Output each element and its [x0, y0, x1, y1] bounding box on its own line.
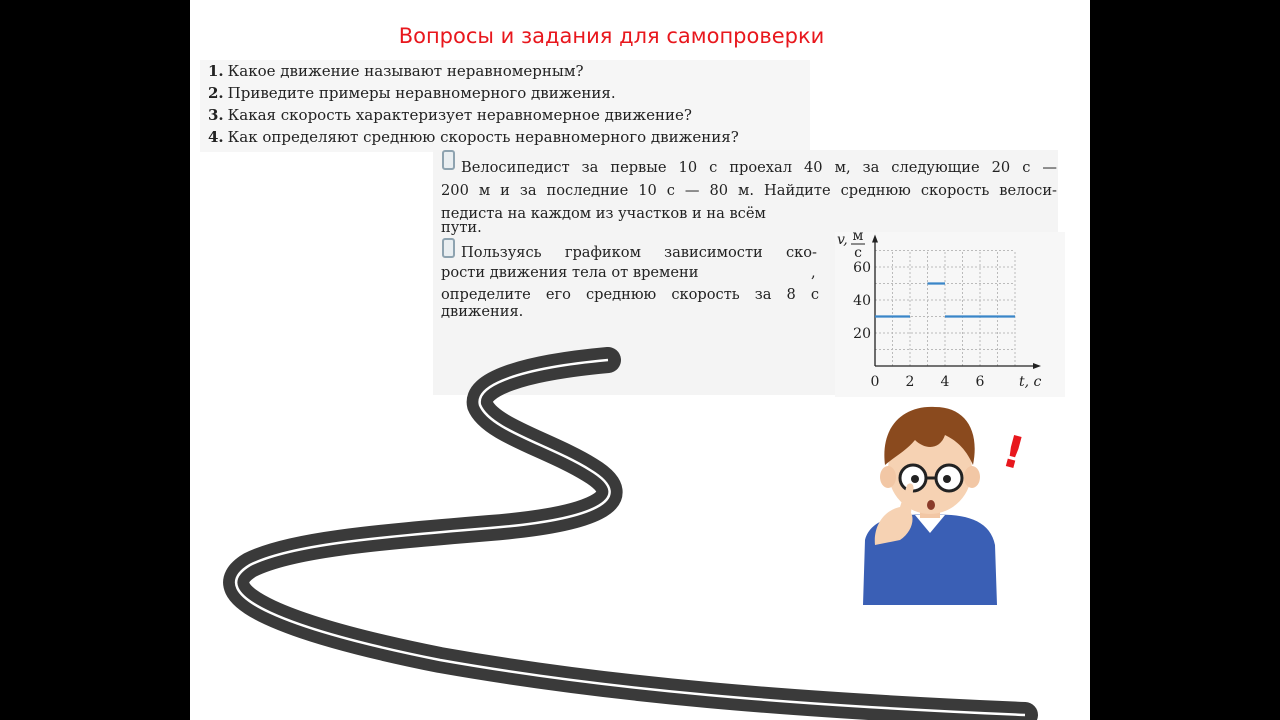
slide	[190, 0, 1090, 720]
exclamation-mark: !	[996, 425, 1030, 481]
thinking-boy-illustration	[845, 395, 1030, 605]
task1-line: Велосипедист за первые 10 с проехал 40 м, за следующие 20 с —	[461, 159, 1057, 176]
task2-line: Пользуясь графиком зависимости ско-	[461, 244, 817, 261]
x-axis-label: t, c	[1019, 374, 1042, 390]
question-text: Приведите примеры неравномерного движения.	[227, 84, 616, 102]
ear	[964, 466, 980, 488]
task2-line: рости движения тела от времени	[441, 264, 699, 281]
page-title: Вопросы и задания для самопроверки	[398, 24, 825, 48]
task1-line: пути.	[441, 219, 482, 236]
y-tick-label: 60	[853, 260, 871, 276]
task1-line: 200 м и за последние 10 с — 80 м. Найдите среднюю скорость велоси-	[441, 182, 1057, 199]
y-unit-numerator: м	[852, 228, 864, 244]
question-text: Как определяют среднюю скорость неравномерного движения?	[227, 128, 739, 146]
task2-comma: ,	[811, 264, 816, 281]
question-number: 4.	[208, 128, 224, 146]
ear	[880, 466, 896, 488]
question-text: Какое движение называют неравномерным?	[227, 62, 584, 80]
y-unit-denominator: с	[854, 245, 862, 261]
task2-line: движения.	[441, 303, 524, 320]
question-number: 2.	[208, 84, 224, 102]
question-number: 1.	[208, 62, 224, 80]
task2-line: определите его среднюю скорость за 8 с	[441, 286, 819, 303]
y-tick-label: 20	[853, 326, 871, 342]
y-tick-label: 40	[853, 293, 871, 309]
mouth	[927, 500, 935, 510]
y-axis-label: v,	[837, 232, 848, 248]
task1-line: педиста на каждом из участков и на всём	[441, 205, 766, 222]
question-text: Какая скорость характеризует неравномерное движение?	[227, 106, 692, 124]
question-number: 3.	[208, 106, 224, 124]
x-tick-label: 2	[905, 374, 915, 390]
x-tick-label: 0	[870, 374, 880, 390]
x-tick-label: 4	[940, 374, 950, 390]
x-tick-label: 6	[975, 374, 985, 390]
road-illustration	[190, 0, 1090, 720]
